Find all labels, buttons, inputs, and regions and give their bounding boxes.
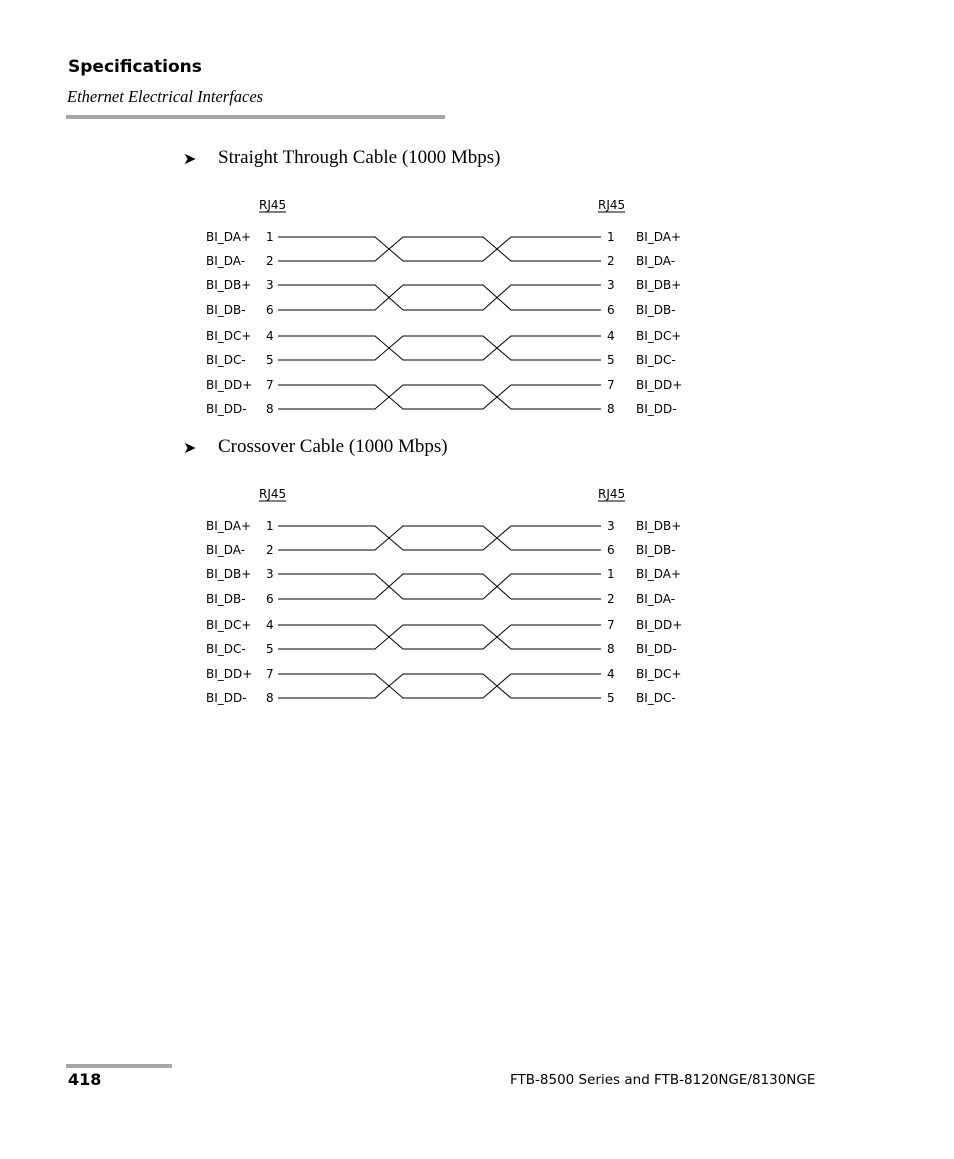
right-pin-label: 2 <box>607 254 615 268</box>
section-heading-straight-through: Straight Through Cable (1000 Mbps) <box>218 147 501 168</box>
left-pin-label: 2 <box>266 543 274 557</box>
right-pin-label: 3 <box>607 278 615 292</box>
right-connector-label: RJ45 <box>598 487 626 501</box>
bullet-arrow-icon: ➤ <box>183 438 197 457</box>
page-subtitle: Ethernet Electrical Interfaces <box>67 87 264 106</box>
wire <box>278 385 601 409</box>
left-signal-label: BI_DC+ <box>206 618 252 632</box>
page-number: 418 <box>68 1070 102 1089</box>
left-signal-label: BI_DC+ <box>206 329 252 343</box>
footer-divider <box>66 1064 172 1068</box>
left-signal-label: BI_DC- <box>206 353 246 367</box>
left-signal-label: BI_DA+ <box>206 519 252 533</box>
right-pin-label: 3 <box>607 519 615 533</box>
wire <box>278 336 601 360</box>
right-pin-label: 6 <box>607 543 615 557</box>
left-signal-label: BI_DD- <box>206 691 247 705</box>
left-signal-label: BI_DA+ <box>206 230 252 244</box>
left-signal-label: BI_DB- <box>206 592 246 606</box>
right-signal-label: BI_DB- <box>636 543 676 557</box>
right-signal-label: BI_DA+ <box>636 230 682 244</box>
right-signal-label: BI_DA- <box>636 592 676 606</box>
left-signal-label: BI_DC- <box>206 642 246 656</box>
right-pin-label: 8 <box>607 402 615 416</box>
right-signal-label: BI_DC- <box>636 353 676 367</box>
straight-through-diagram <box>195 192 695 422</box>
left-signal-label: BI_DD- <box>206 402 247 416</box>
right-signal-label: BI_DC- <box>636 691 676 705</box>
left-pin-label: 4 <box>266 618 274 632</box>
wire <box>278 237 601 261</box>
wire <box>278 336 601 360</box>
crossover-diagram <box>195 481 695 711</box>
right-connector-label: RJ45 <box>598 198 626 212</box>
page-title: Specifications <box>68 57 202 77</box>
left-pin-label: 7 <box>266 667 274 681</box>
right-signal-label: BI_DB+ <box>636 519 682 533</box>
left-pin-label: 8 <box>266 691 274 705</box>
wire <box>278 237 601 261</box>
right-pin-label: 6 <box>607 303 615 317</box>
right-signal-label: BI_DD+ <box>636 618 683 632</box>
right-signal-label: BI_DD- <box>636 642 677 656</box>
left-signal-label: BI_DD+ <box>206 667 253 681</box>
right-signal-label: BI_DC+ <box>636 667 682 681</box>
right-signal-label: BI_DA- <box>636 254 676 268</box>
left-signal-label: BI_DD+ <box>206 378 253 392</box>
wire <box>278 625 601 649</box>
left-signal-label: BI_DB- <box>206 303 246 317</box>
wire <box>278 385 601 409</box>
right-pin-label: 1 <box>607 230 615 244</box>
left-pin-label: 3 <box>266 567 274 581</box>
left-pin-label: 1 <box>266 230 274 244</box>
left-pin-label: 3 <box>266 278 274 292</box>
left-pin-label: 6 <box>266 592 274 606</box>
wire <box>278 674 601 698</box>
left-signal-label: BI_DB+ <box>206 278 252 292</box>
right-pin-label: 5 <box>607 691 615 705</box>
right-pin-label: 7 <box>607 618 615 632</box>
right-pin-label: 8 <box>607 642 615 656</box>
right-signal-label: BI_DD+ <box>636 378 683 392</box>
bullet-arrow-icon: ➤ <box>183 149 197 168</box>
left-pin-label: 4 <box>266 329 274 343</box>
wire <box>278 526 601 550</box>
left-connector-label: RJ45 <box>259 198 287 212</box>
left-pin-label: 1 <box>266 519 274 533</box>
left-signal-label: BI_DA- <box>206 543 246 557</box>
left-pin-label: 5 <box>266 353 274 367</box>
right-pin-label: 4 <box>607 329 615 343</box>
left-connector-label: RJ45 <box>259 487 287 501</box>
left-pin-label: 5 <box>266 642 274 656</box>
left-pin-label: 6 <box>266 303 274 317</box>
left-pin-label: 7 <box>266 378 274 392</box>
wire <box>278 285 601 310</box>
left-pin-label: 8 <box>266 402 274 416</box>
right-signal-label: BI_DB- <box>636 303 676 317</box>
section-heading-crossover: Crossover Cable (1000 Mbps) <box>218 436 448 457</box>
wire <box>278 285 601 310</box>
right-pin-label: 5 <box>607 353 615 367</box>
wire <box>278 526 601 550</box>
document-title: FTB-8500 Series and FTB-8120NGE/8130NGE <box>510 1072 816 1088</box>
wire <box>278 674 601 698</box>
right-signal-label: BI_DC+ <box>636 329 682 343</box>
left-pin-label: 2 <box>266 254 274 268</box>
wire <box>278 574 601 599</box>
right-pin-label: 1 <box>607 567 615 581</box>
left-signal-label: BI_DB+ <box>206 567 252 581</box>
left-signal-label: BI_DA- <box>206 254 246 268</box>
right-pin-label: 7 <box>607 378 615 392</box>
right-pin-label: 4 <box>607 667 615 681</box>
header-divider <box>66 115 445 119</box>
right-signal-label: BI_DA+ <box>636 567 682 581</box>
right-pin-label: 2 <box>607 592 615 606</box>
wire <box>278 625 601 649</box>
right-signal-label: BI_DB+ <box>636 278 682 292</box>
right-signal-label: BI_DD- <box>636 402 677 416</box>
wire <box>278 574 601 599</box>
